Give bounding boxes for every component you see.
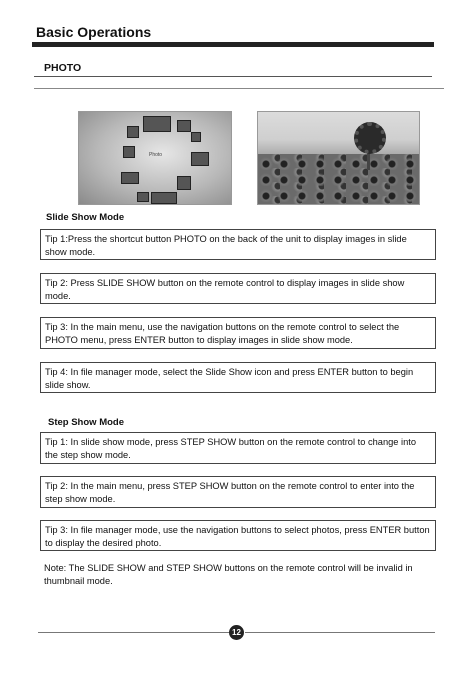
slide-show-tip-2: Tip 2: Press SLIDE SHOW button on the remote control to display images in slide show mode. [40,273,436,304]
menu-icon-5 [191,152,209,166]
menu-icon-3 [191,132,201,142]
sunflower-head [354,122,386,154]
menu-icon-8 [151,192,177,204]
photo-menu-screenshot [78,111,232,205]
slide-show-tip-3: Tip 3: In the main menu, use the navigation buttons on the remote control to select the PHOTO menu, press ENTER button to display images in slide show mode. [40,317,436,349]
title-rule [32,42,434,47]
sunflower-field [258,154,419,204]
step-show-tip-1: Tip 1: In slide show mode, press STEP SHOW button on the remote control to change into the step show mode. [40,432,436,464]
menu-icon-4 [123,146,135,158]
page-title: Basic Operations [36,24,152,40]
step-show-heading: Step Show Mode [48,417,124,428]
footer-rule-left [38,632,230,633]
slide-show-tip-4: Tip 4: In file manager mode, select the Slide Show icon and press ENTER button to begin slide show. [40,362,436,393]
slide-show-tip-1: Tip 1:Press the shortcut button PHOTO on the back of the unit to display images in slide show mode. [40,229,436,260]
menu-icon-1 [127,126,139,138]
tv-icon [121,172,139,184]
menu-icon-7 [137,192,149,202]
slide-show-heading: Slide Show Mode [46,212,125,223]
menu-center-label: Photo [149,152,163,158]
footer-rule-right [245,632,435,633]
section-divider [34,76,432,77]
section-divider-lower [34,88,444,89]
menu-icon-6 [177,176,191,190]
step-show-tip-3: Tip 3: In file manager mode, use the navigation buttons to select photos, press ENTER button to display the desired photo. [40,520,436,551]
step-show-tip-2: Tip 2: In the main menu, press STEP SHOW button on the remote control to enter into the step show mode. [40,476,436,508]
section-label: PHOTO [44,62,82,74]
page-number: 12 [229,625,244,640]
camera-icon [143,116,171,132]
sunflower-photo [257,111,420,205]
note-text: Note: The SLIDE SHOW and STEP SHOW buttons on the remote control will be invalid in thumbnail mode. [44,563,413,586]
menu-icon-2 [177,120,191,132]
